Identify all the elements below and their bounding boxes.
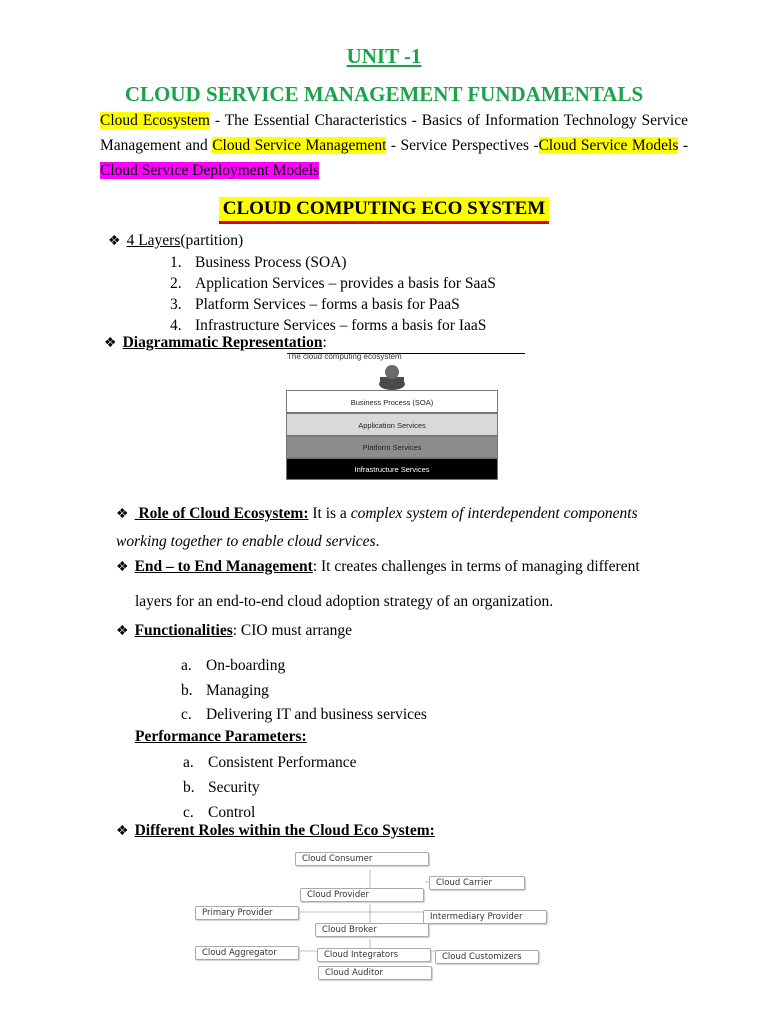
layers-label: 4 Layers: [126, 232, 181, 249]
list-item: c. Delivering IT and business services: [181, 706, 427, 723]
roles-bullet: [116, 822, 435, 840]
role-label: Role of Cloud Ecosystem:: [134, 505, 309, 522]
role-cloud-consumer: Cloud Consumer: [295, 852, 429, 866]
diagram-bullet: [104, 334, 327, 352]
eco-layer-platform: Platform Services: [286, 436, 498, 458]
roles-label: Different Roles within the Cloud Eco System:: [134, 822, 435, 839]
list-item: 1. Business Process (SOA): [170, 254, 347, 271]
eco-figure-caption: The cloud computing ecosystem: [287, 352, 402, 361]
role-primary-provider: Primary Provider: [195, 906, 299, 920]
diamond-bullet-icon: ❖: [104, 336, 117, 351]
section-title: [0, 197, 768, 224]
diamond-bullet-icon: ❖: [116, 824, 129, 839]
role-cloud-provider: Cloud Provider: [300, 888, 424, 902]
perf-list: [183, 750, 357, 825]
role-intermediary-provider: Intermediary Provider: [423, 910, 547, 924]
eco-layer-business: Business Process (SOA): [286, 390, 498, 413]
intro-text-2: - Service Perspectives -: [386, 137, 539, 154]
intro-text-1: - The Essential Characteristics - Basics of Information Technology Service Management and: [100, 112, 688, 154]
diamond-bullet-icon: ❖: [116, 507, 129, 522]
role-cloud-customizers: Cloud Customizers: [435, 950, 539, 964]
list-item: 4. Infrastructure Services – forms a basis for IaaS: [170, 317, 487, 334]
func-label: Functionalities: [134, 622, 233, 639]
hl-cloud-service-models: Cloud Service Models: [538, 137, 679, 154]
unit-title: UNIT -1: [346, 44, 422, 68]
role-bullet: ❖ Role of Cloud Ecosystem: It is a complex system of interdependent components working together to enable cloud services.: [116, 505, 638, 550]
role-text: It is a: [308, 505, 351, 522]
main-title: CLOUD SERVICE MANAGEMENT FUNDAMENTALS: [124, 82, 644, 106]
role-cloud-carrier: Cloud Carrier: [429, 876, 525, 890]
layers-list: [170, 252, 496, 336]
role-cloud-aggregator: Cloud Aggregator: [195, 946, 299, 960]
role-cloud-auditor: Cloud Auditor: [318, 966, 432, 980]
role-cloud-integrators: Cloud Integrators: [317, 948, 431, 962]
intro-text-3: -: [678, 137, 688, 154]
diagram-suffix: :: [322, 334, 327, 351]
role-italic-text: complex system of interdependent components working together to enable cloud services: [116, 505, 638, 550]
func-list: [181, 654, 427, 728]
e2e-text-line2: layers for an end-to-end cloud adoption strategy of an organization.: [135, 593, 554, 610]
hl-cloud-deployment-models: Cloud Service Deployment Models: [100, 162, 320, 179]
eco-layer-infrastructure: Infrastructure Services: [286, 458, 498, 480]
layers-suffix: (partition): [180, 232, 244, 249]
diamond-bullet-icon: ❖: [108, 234, 121, 249]
list-item: b. Security: [183, 779, 260, 796]
func-bullet: [116, 622, 352, 640]
e2e-label: End – to End Management: [134, 558, 313, 575]
list-item: c. Control: [183, 804, 256, 821]
roles-diagram: [195, 848, 545, 983]
list-item: a. On-boarding: [181, 657, 286, 674]
layers-bullet: [108, 232, 243, 250]
e2e-text: : It creates challenges in terms of managing different: [312, 558, 640, 575]
hl-cloud-ecosystem: Cloud Ecosystem: [100, 112, 210, 129]
role-cloud-broker: Cloud Broker: [315, 923, 429, 937]
list-item: a. Consistent Performance: [183, 754, 357, 771]
list-item: 3. Platform Services – forms a basis for PaaS: [170, 296, 460, 313]
func-text: : CIO must arrange: [232, 622, 352, 639]
list-item: 2. Application Services – provides a basis for SaaS: [170, 275, 496, 292]
diamond-bullet-icon: ❖: [116, 560, 129, 575]
e2e-bullet: [116, 558, 686, 576]
intro-paragraph: [100, 108, 688, 183]
eco-layer-application: Application Services: [286, 413, 498, 436]
diamond-bullet-icon: ❖: [116, 624, 129, 639]
list-item: b. Managing: [181, 681, 269, 699]
section-title-text: CLOUD COMPUTING ECO SYSTEM: [219, 197, 550, 224]
hl-cloud-service-management: Cloud Service Management: [212, 137, 387, 154]
diagram-label: Diagrammatic Representation: [122, 334, 323, 351]
user-icon: [377, 364, 407, 390]
perf-title: Performance Parameters:: [135, 728, 307, 745]
